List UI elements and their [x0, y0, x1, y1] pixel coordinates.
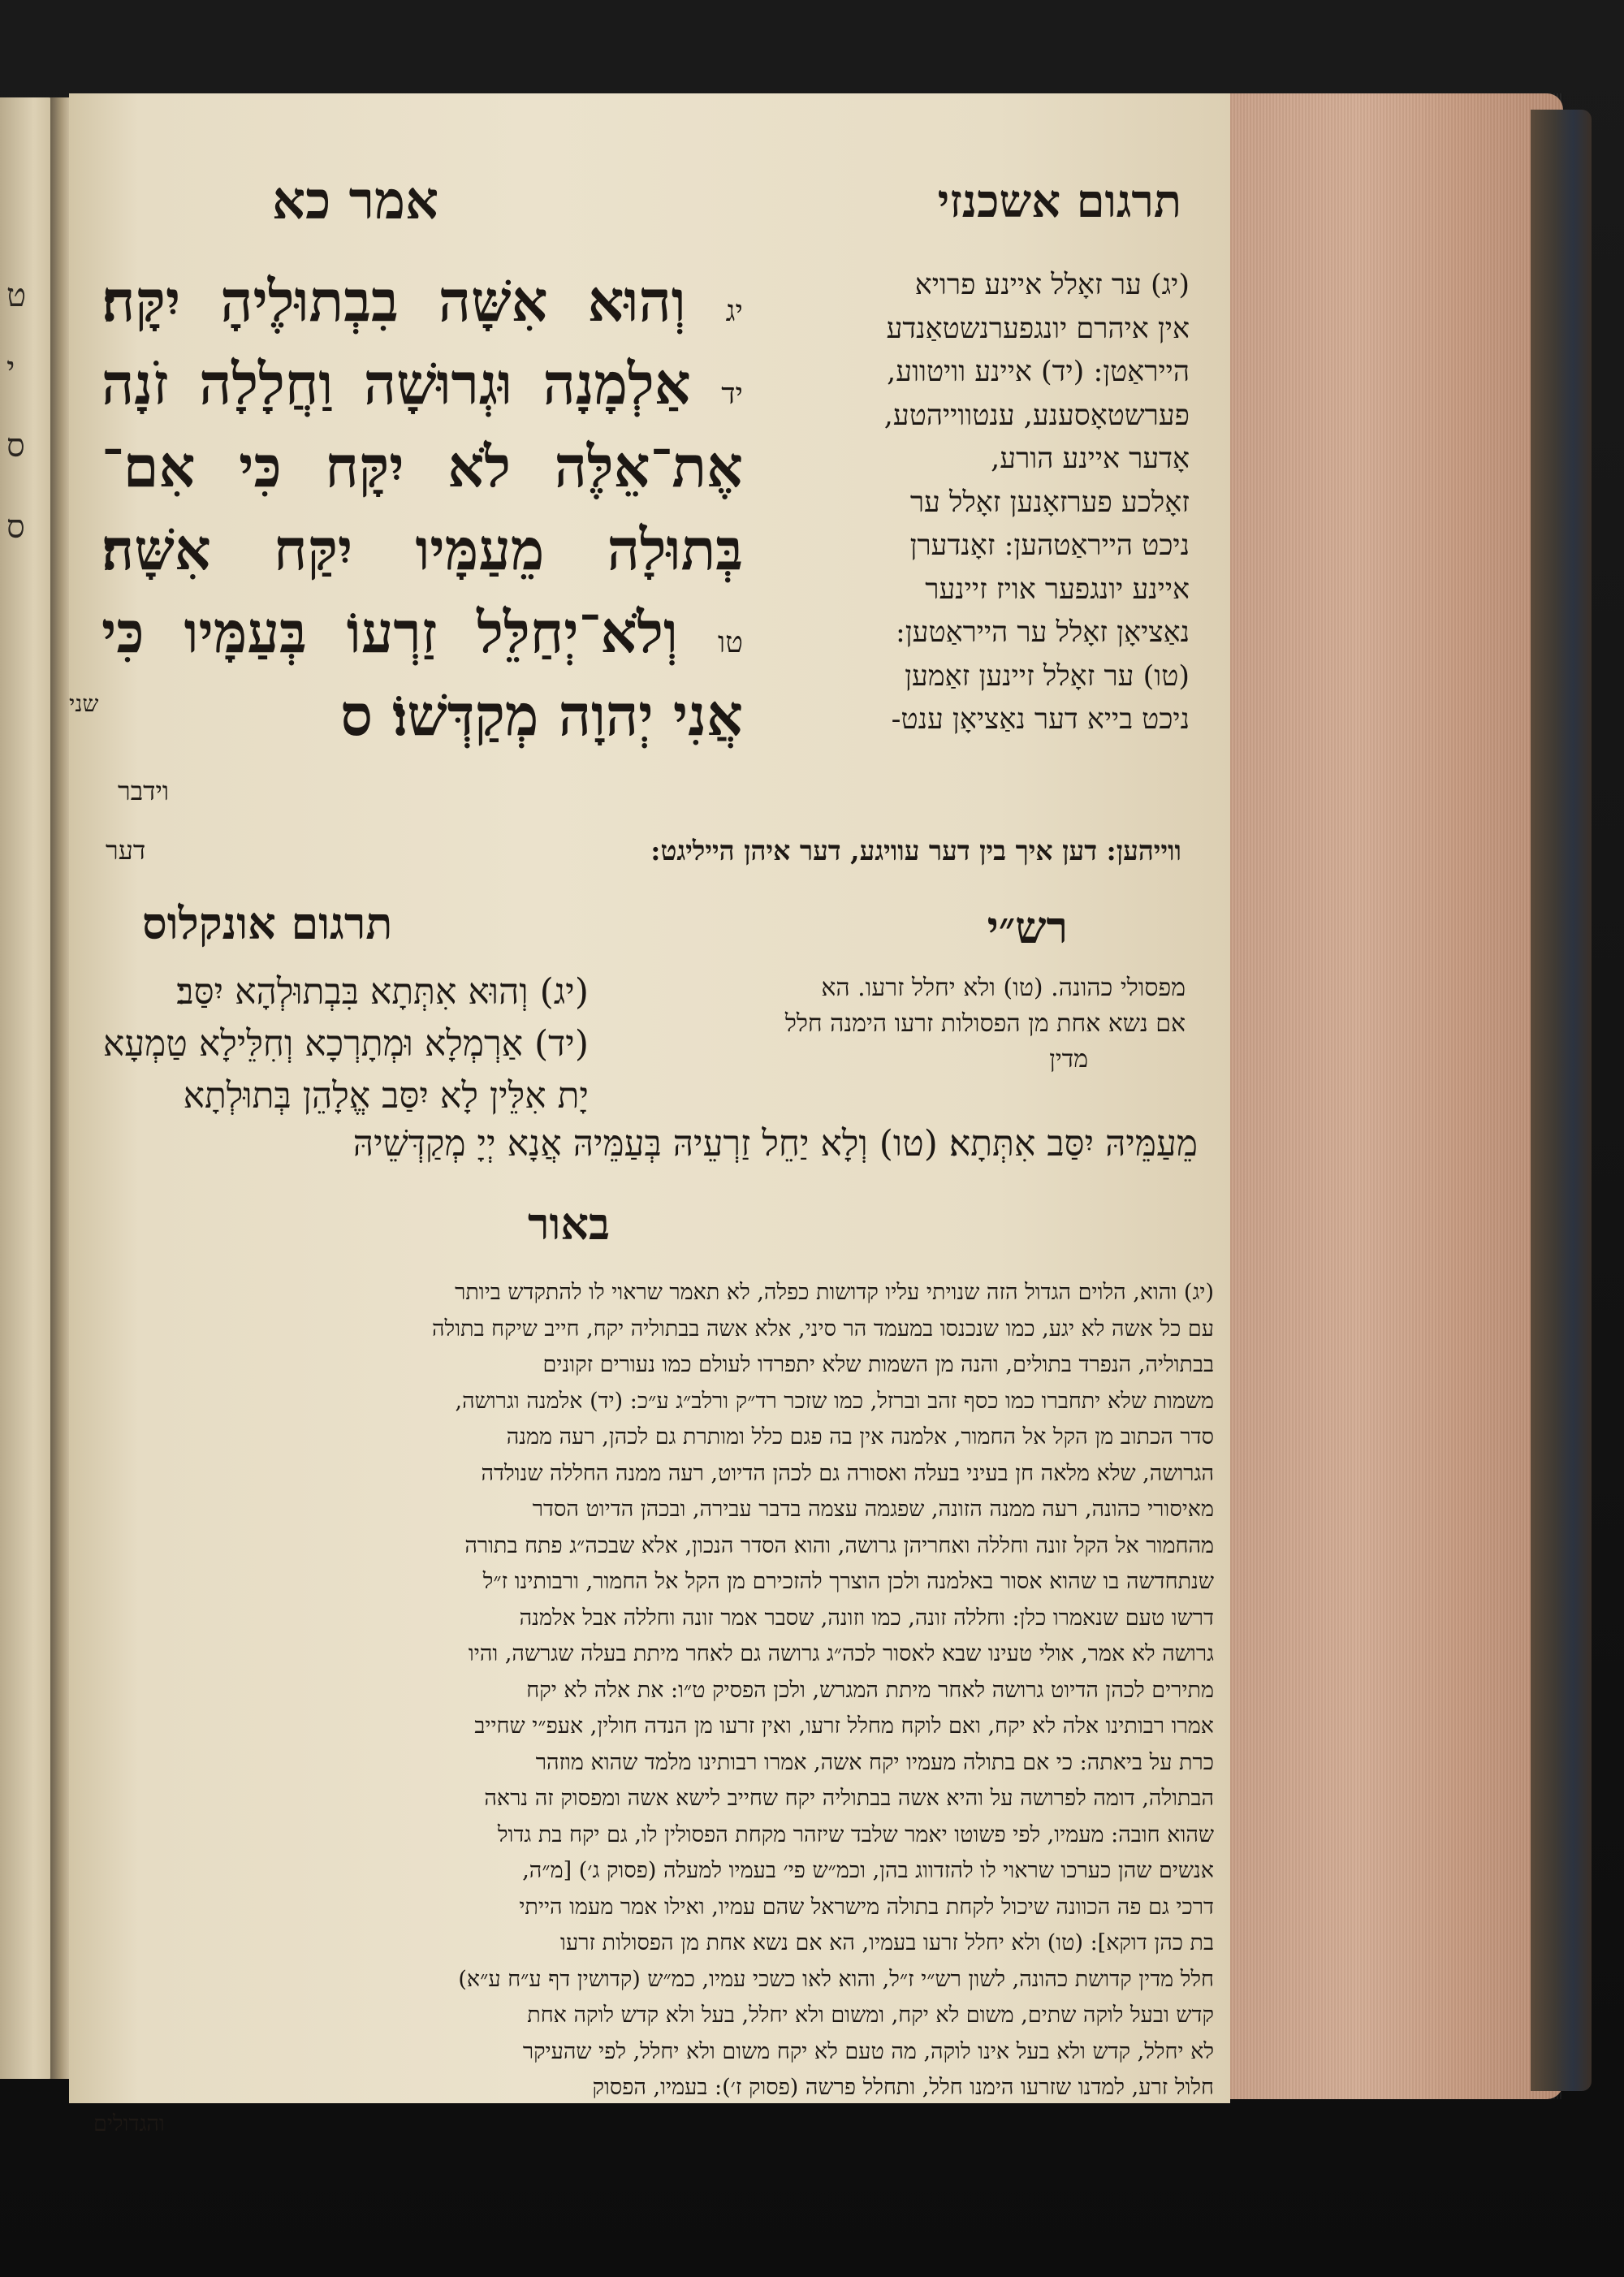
verse-line — [102, 343, 743, 436]
biur-line: והגדולים — [93, 2111, 165, 2137]
edge-char: ס — [6, 508, 25, 546]
biur-line: סדר הכתוב מן הקל אל החמור, אלמנה אין בה פגם כלל ומותרת גם לכהן, רעה ממנה — [506, 1424, 1214, 1450]
biur-line: דרשו טעם שנאמרו כלן: וחללה זונה, כמו וזונה, שסבר אמר זונה וחללה אבל אלמנה — [519, 1605, 1214, 1631]
edge-char: ס — [6, 427, 25, 464]
rashi-line: מפסולי כהונה. (טו) ולא יחלל זרעו. הא — [821, 974, 1186, 1002]
verse-number: יד — [721, 378, 743, 411]
biur-line: כרת על ביאתה: כי אם בתולה מעמיו יקח אשה, אמרו רבותינו מלמד שהוא מוזהר — [535, 1749, 1214, 1775]
verse-line — [102, 426, 743, 519]
edge-char: י — [6, 350, 15, 387]
aliyah-marker: שני — [69, 690, 99, 717]
biur-line: מתירים לכהן הדיוט גרושה לאחר מיתת המגרש, ולכן הפסיק ט״ו: את אלה לא יקח — [526, 1677, 1214, 1703]
biur-line: שהוא חובה: מעמיו, לפי פשוטו יאמר שלבד שיזהר מקחת הפסולין לו, גם יקח בת גדול — [497, 1821, 1214, 1847]
biur-line: (יג) והוא, הלוים הגדול הזה שנויתי עליו קדושות כפלה, לא תאמר שראוי לו להתקדש ביותר — [455, 1280, 1214, 1305]
verse-number: יג — [725, 295, 743, 328]
biur-line: דרכי גם פה הכוונה שיכול לקחת בתולה מישראל שהם עמיו, ואילו אמר מעמו הייתי — [519, 1894, 1214, 1920]
onkelos-text — [69, 966, 589, 1122]
page-edges — [1222, 93, 1563, 2099]
yiddish-header: תרגום אשכנזי — [937, 175, 1181, 228]
yiddish-line: (טו) ער זאָלל זיינען זאַמען — [905, 659, 1190, 693]
onkelos-line: יָת אִלֵּין לָא יִסַּב אֱלָהֵן בְּתוּלְתָא — [183, 1075, 589, 1117]
biur-line: קדש ובעל לוקה שתים, משום לא יקח, ומשום ולא יחלל, בעל ולא קדש לוקה אחת — [527, 2003, 1214, 2028]
catchword: דער — [106, 835, 146, 866]
verse-line — [102, 260, 743, 353]
biur-line: מהחמור אל הקל זונה וחללה ואחריהן גרושה, והוא הסדר הנכון, אלא שבכה״ג פתח בתורה — [464, 1532, 1214, 1558]
verse-text: אֶת־אֵלֶּה לֹא יִקָּח כִּי אִם־ — [102, 433, 743, 500]
yiddish-line: נאַציאָן זאָלל ער הייראַטען: — [895, 616, 1190, 649]
verse-text: בְּתוּלָה מֵעַמָּיו יִקַּח אִשָּׁה׃ — [102, 516, 743, 583]
biur-line: שנתחדשה בו שהוא אסור באלמנה ולכן הוצרך להזכירם מן הקל אל החמור, ורבותינו ז״ל — [482, 1569, 1214, 1594]
yiddish-line: הייראַטן: (יד) איינע וויטווע, — [887, 356, 1190, 388]
biur-line: בבתוליה, הנפרד בתולים, והנה מן השמות שלא יתפרדו לעולם כמו נעורים זקונים — [542, 1352, 1214, 1377]
yiddish-translation — [784, 264, 1190, 742]
biur-commentary — [69, 1275, 1214, 2142]
yiddish-line: ניכט בייא דער נאַציאָן ענט- — [891, 703, 1190, 736]
page — [69, 93, 1230, 2137]
onkelos-line: (יד) אַרְמְלָא וּמְתָרְכָא וְחִלֵּילָא טַמְעָא — [102, 1023, 589, 1065]
biur-line: הבתולה, דומה לפרושה על והיא אשה בבתוליה יקח שחייב לישא אשה ומפסוק זה נראה — [484, 1786, 1214, 1811]
biur-line: אמרו רבותינו אלה לא יקח, ואם לוקח מחלל זרעו, ואין זרעו מן הנדה חולין, אעפ״י שחייב — [474, 1713, 1214, 1739]
biur-line: הגרושה, שלא מלאה חן בעיני בעלה ואסורה גם לכהן הדיוט, רעה ממנה החללה שנולדה — [481, 1460, 1214, 1486]
biur-title: באור — [528, 1198, 611, 1250]
verse-line — [102, 674, 743, 767]
rashi-line: מדין — [1049, 1045, 1088, 1074]
verse-text: אֲנִי יְהוָה מְקַדְּשׁוֹ׃ ס — [340, 681, 743, 749]
biur-line: גרושה לא אמר, אולי טעינו שבא לאסור לכה״ג גרושה גם לאחר מיתת בעלה שגרשה, והיו — [468, 1641, 1214, 1666]
edge-char: ט — [6, 277, 27, 314]
verse-line — [102, 508, 743, 602]
rashi-title: רש״י — [987, 901, 1068, 953]
yiddish-line: ווייהען: דען איך בין דער עוויגע, דער איהן הייליגט: — [650, 835, 1181, 866]
biur-line: עם כל אשה לא יגע, כמו שנכנסו במעמד הר סיני, אלא אשה בבתוליה יקח, חייב שיקח בתולה — [432, 1316, 1214, 1342]
parasha-title: אמר כא — [272, 171, 439, 231]
verse-line — [102, 591, 743, 685]
yiddish-line: ניכט הייראַטהען: זאָנדערן — [909, 529, 1190, 562]
verse-text: אַלְמָנָה וּגְרוּשָׁה וַחֲלָלָה זֹנָה — [102, 350, 691, 417]
onkelos-line: מֵעַמֵּיהּ יִסַּב אִתְּתָא׃ (טו) וְלָא יַחֵל זַרְעֵיהּ בְּעַמֵּיהּ אֲנָא יְיָ מְקַדְּשֵׁיהּ — [352, 1123, 1198, 1164]
yiddish-line: פערשטאָסענע, ענטווייהטע, — [883, 399, 1190, 432]
biur-line: בת כהן דוקא]: (טו) ולא יחלל זרעו בעמיו, הא אם נשא אחת מן הפסולות זרעו — [560, 1930, 1214, 1955]
yiddish-line: אָדער איינע הורע, — [991, 443, 1190, 475]
biur-line: חלל מדין קדושת כהונה, לשון רש״י ז״ל, והוא לאו כשכי עמיו, כמ״ש (קדושין דף ע״ח ע״א) — [458, 1966, 1214, 1992]
yiddish-line: איינע יונגפער אויז זיינער — [925, 572, 1190, 606]
rashi-text — [666, 970, 1186, 1078]
catchword: וידבר — [118, 776, 170, 806]
left-page-edge — [0, 97, 57, 2079]
book-cover — [1531, 110, 1592, 2091]
biur-line: אנשים שהן כערכו שראוי לו להזדווג בהן, וכמ״ש פי׳ בעמיו למעלה (פסוק ג׳) [מ״ה, — [522, 1858, 1214, 1883]
verse-text: וְלֹא־יְחַלֵּל זַרְעוֹ בְּעַמָּיו כִּי — [102, 598, 678, 666]
onkelos-title: תרגום אונקלוס — [142, 897, 393, 949]
biur-line: לא יחלל, קדש ולא בעל אינו לוקה, מה טעם לא יקח משום ולא יחלל, לפי שהעיקר — [522, 2038, 1214, 2064]
verse-text: וְהוּא אִשָּׁה בִבְתוּלֶיהָ יִקָּח׃ — [102, 267, 686, 335]
onkelos-line: (יג) וְהוּא אִתְּתָא בִּבְתוּלְהָא יִסַּב׃ — [176, 971, 589, 1013]
biur-line: משמות שלא יתחברו כמו כסף זהב וברזל, כמו שזכר רד״ק ורלב״ג ע״כ: (יד) אלמנה וגרושה, — [455, 1388, 1214, 1414]
rashi-line: אם נשא אחת מן הפסולות זרעו הימנה חלל — [784, 1009, 1186, 1038]
yiddish-line: זאָלכע פערזאָנען זאָלל ער — [909, 486, 1190, 519]
biur-line: חלול זרע, למדנו שזרעו הימנו חלל, ותחלל פרשה (פסוק ז׳): בעמיו, הפסוק — [592, 2075, 1214, 2100]
verse-number: טו — [718, 626, 743, 659]
yiddish-line: אין איהרם יונגפערנשטאַנדע — [886, 312, 1190, 345]
yiddish-line: (יג) ער זאָלל איינע פרויא — [914, 269, 1190, 301]
biur-line: מאיסורי כהונה, רעה ממנה הזונה, שפגמה עצמה בדבר עבירה, ובכהן הדיוט הסדר — [532, 1497, 1214, 1522]
